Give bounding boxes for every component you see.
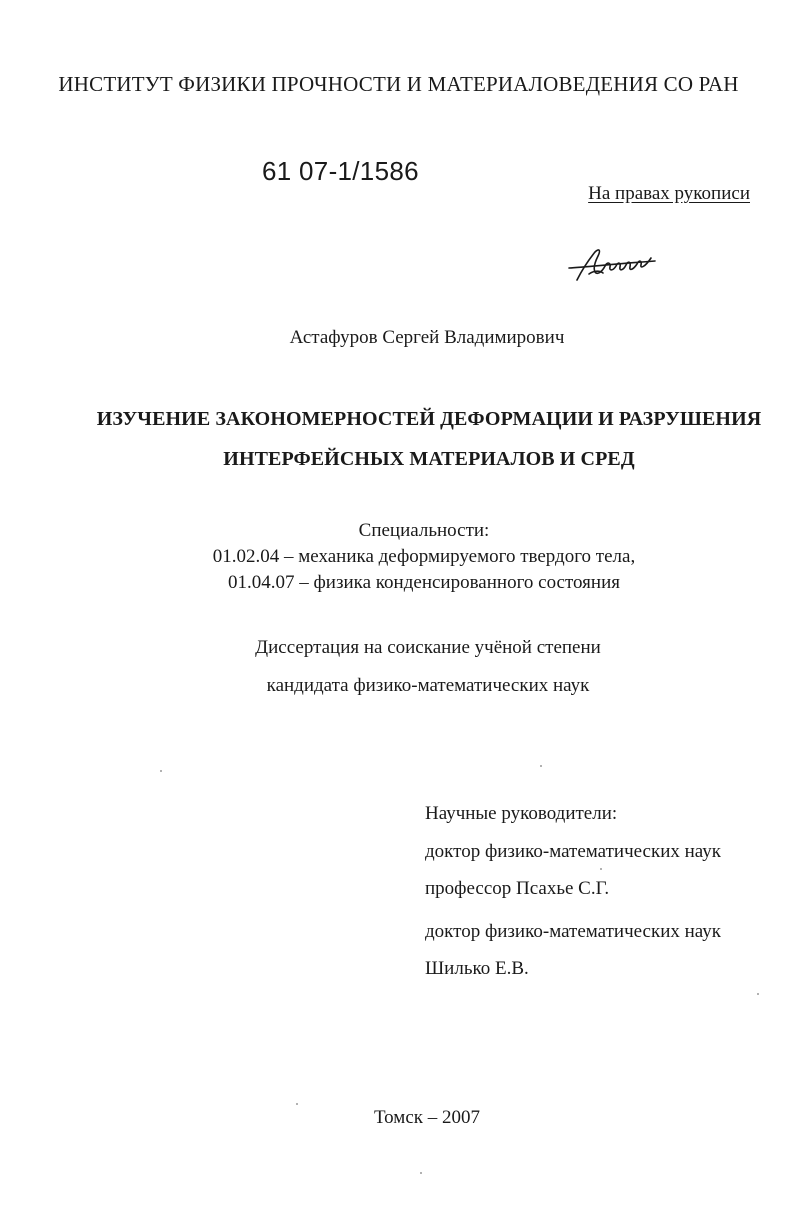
author-signature (565, 240, 660, 290)
specialty-item: 01.02.04 – механика деформируемого твердого тела, (212, 546, 636, 567)
advisor-degree: доктор физико-математических наук (425, 921, 721, 942)
specialties-heading: Специальности: (358, 520, 490, 541)
dissertation-title-line-2: ИНТЕРФЕЙСНЫХ МАТЕРИАЛОВ И СРЕД (223, 448, 635, 470)
scan-speck (296, 1103, 298, 1105)
scan-speck (160, 770, 162, 772)
degree-line-1: Диссертация на соискание учёной степени (255, 637, 601, 658)
scan-speck (540, 765, 542, 767)
author-name: Астафуров Сергей Владимирович (289, 327, 565, 348)
degree-line-2: кандидата физико-математических наук (266, 675, 590, 696)
dissertation-title-line-1: ИЗУЧЕНИЕ ЗАКОНОМЕРНОСТЕЙ ДЕФОРМАЦИИ И РАЗРУШЕНИЯ (96, 408, 762, 430)
city-year: Томск – 2007 (373, 1107, 480, 1128)
institute-name: ИНСТИТУТ ФИЗИКИ ПРОЧНОСТИ И МАТЕРИАЛОВЕДЕНИЯ СО РАН (58, 72, 739, 96)
advisor-name: Шилько Е.В. (425, 958, 529, 979)
scan-speck (420, 1172, 422, 1174)
advisor-name: профессор Псахье С.Г. (425, 878, 610, 899)
advisors-heading: Научные руководители: (425, 803, 618, 824)
advisor-degree: доктор физико-математических наук (425, 841, 721, 862)
scan-speck (757, 993, 759, 995)
rights-notice: На правах рукописи (588, 183, 750, 204)
specialties-block (0, 518, 797, 596)
scan-speck (600, 868, 602, 870)
specialty-item: 01.04.07 – физика конденсированного состояния (228, 572, 620, 593)
archive-number: 61 07-1/1586 (262, 156, 419, 186)
